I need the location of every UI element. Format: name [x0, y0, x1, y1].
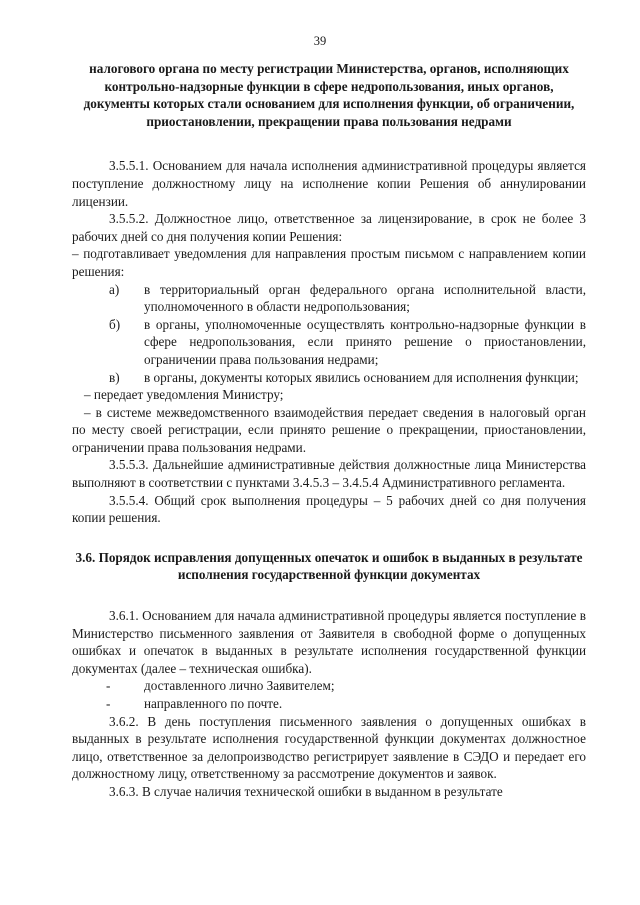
list-item — [72, 677, 586, 695]
paragraph-3-5-5-3: 3.5.5.3. Дальнейшие административные действия должностные лица Министерства выполняют в соответствии с пунктами 3.4.5.3 – 3.4.5.4 Административного регламента. — [72, 457, 586, 491]
list-text-a: в территориальный орган федерального органа исполнительной власти, уполномоченного в области недропользования; — [144, 281, 586, 315]
list-text-b: в органы, уполномоченные осуществлять контрольно-надзорные функции в сфере недропользования, если принято решение о приостановлении, ограничении права пользования недрами; — [144, 316, 586, 367]
top-heading: налогового органа по месту регистрации Министерства, органов, исполняющих контрольно-надзорные функции в сфере недропользования, иных органов, документы которых стали основанием для исполнения функции, об ограничении, приостановлении, прекращении права пользования недрами — [83, 61, 575, 129]
paragraph-3-5-5-2: 3.5.5.2. Должностное лицо, ответственное за лицензирование, в срок не более 3 рабочих дней со дня получения копии Решения: — [72, 211, 586, 244]
document-body — [72, 60, 586, 801]
bullet-text-1: доставленного лично Заявителем; — [144, 678, 335, 694]
list-item-v — [72, 369, 586, 387]
dash-prepare-notifications: – подготавливает уведомления для направления простым письмом с направлением копии решения: — [72, 246, 586, 279]
list-marker-b: б) — [109, 316, 121, 332]
paragraph-3-6-3: 3.6.3. В случае наличия технической ошибки в выданном в результате — [109, 783, 503, 799]
list-item-b — [72, 316, 586, 369]
paragraph-3-5-5-4: 3.5.5.4. Общий срок выполнения процедуры – 5 рабочих дней со дня получения копии решения. — [72, 492, 586, 526]
list-marker-v: в) — [109, 369, 120, 385]
paragraph-3-6-2: 3.6.2. В день поступления письменного заявления о допущенных ошибках в выданных в результате исполнения государственной функции документах должностное лицо, ответственное за делопроизводство регистрирует заявление в СЭДО и передает его должностному лицу, ответственному за рассмотрение документов и заявок. — [72, 713, 586, 782]
bullet-marker: - — [106, 696, 111, 711]
section-heading-3-6: 3.6. Порядок исправления допущенных опечаток и ошибок в выданных в результате исполнения государственной функции документах — [75, 549, 583, 583]
bullet-marker: - — [106, 678, 111, 694]
dash-notify-minister: – передает уведомления Министру; — [84, 387, 284, 403]
dash-interagency: – в системе межведомственного взаимодействия передает сведения в налоговый орган по месту своей регистрации, если принято решение о прекращении, приостановлении, ограничении права пользования недрами. — [72, 404, 586, 455]
paragraph-3-5-5-1: 3.5.5.1. Основанием для начала исполнения административной процедуры является поступление должностному лицу на исполнение копии Решения об аннулировании лицензии. — [72, 158, 586, 209]
paragraph-3-6-1: 3.6.1. Основанием для начала административной процедуры является поступление в Министерство письменного заявления от Заявителя в свободной форме о допущенных ошибках и опечаток в выданных в результате исполнения государственной функции документах (далее – техническая ошибка). — [72, 608, 586, 676]
list-item-a — [72, 281, 586, 316]
list-marker-a: а) — [109, 281, 120, 297]
list-text-v: в органы, документы которых явились основанием для исполнения функции; — [144, 369, 579, 385]
page-number: 39 — [313, 34, 327, 48]
list-item — [72, 695, 586, 713]
bullet-text-2: направленного по почте. — [144, 696, 283, 711]
